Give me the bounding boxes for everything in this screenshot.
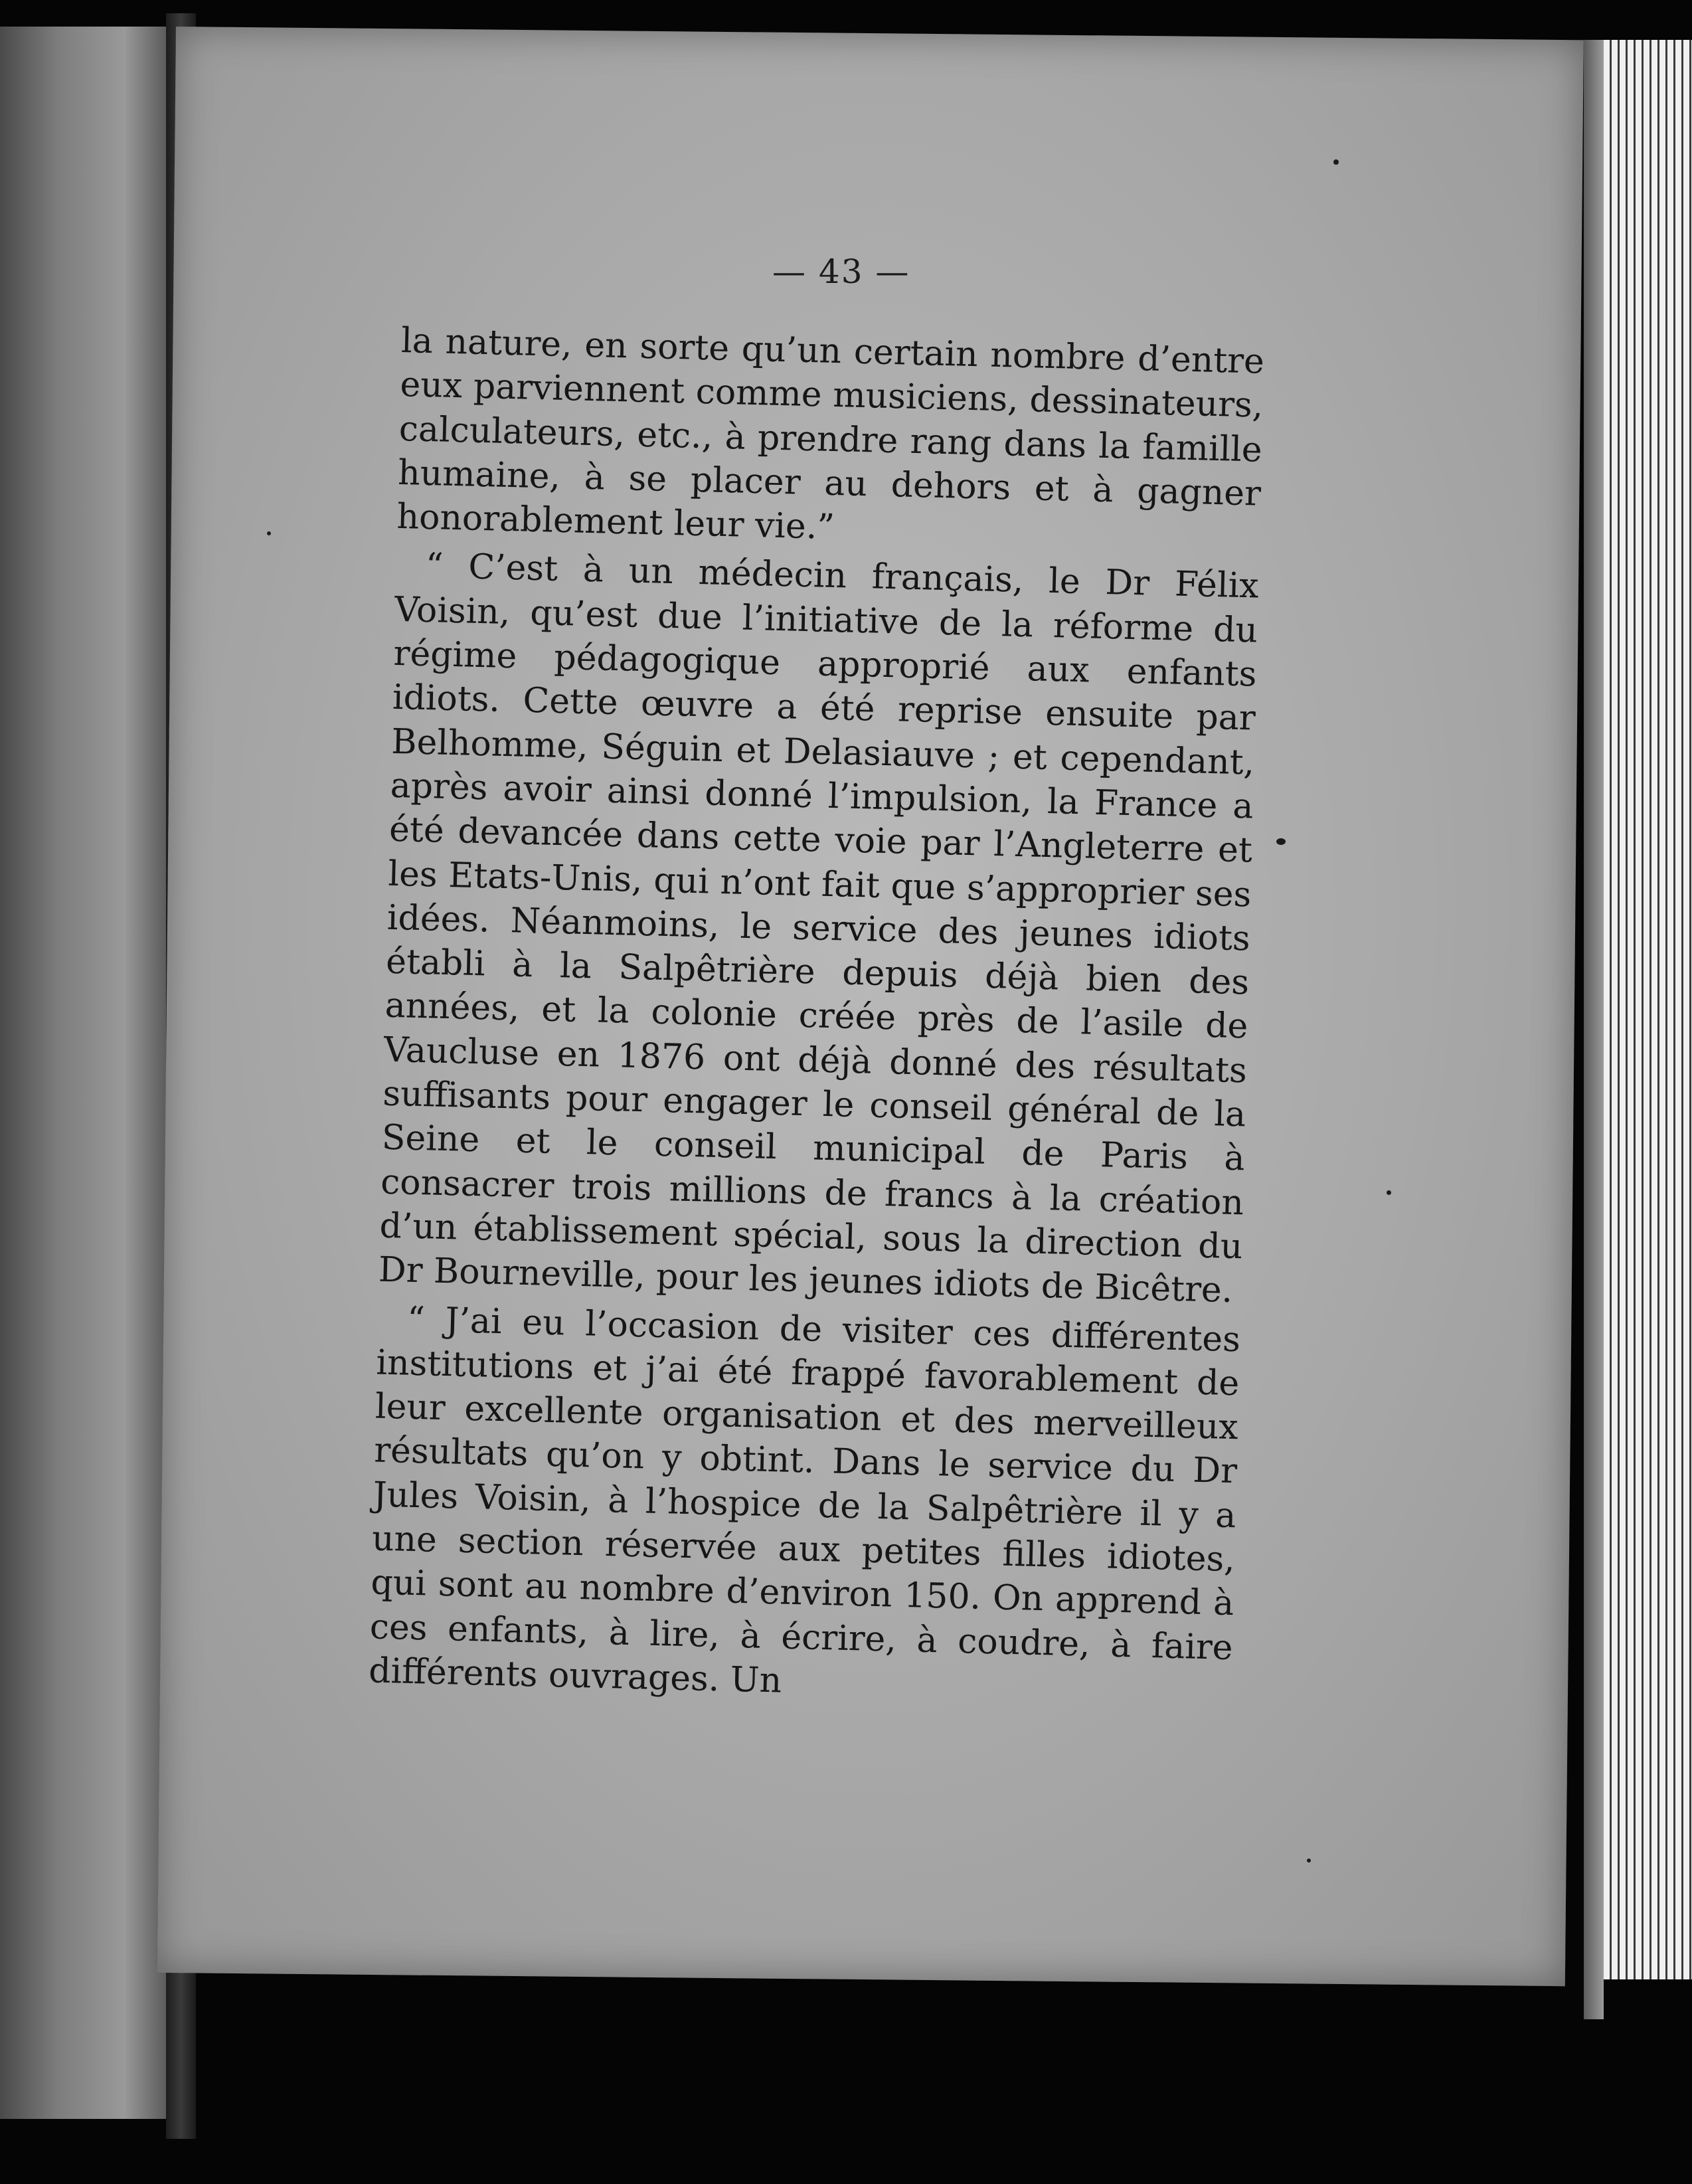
print-speck bbox=[1276, 838, 1286, 845]
print-speck bbox=[1387, 1190, 1391, 1195]
print-speck bbox=[267, 531, 271, 535]
page-right-edge bbox=[1584, 40, 1604, 2019]
paragraph-felix-voisin: “ C’est à un médecin français, le Dr Félix Voisin, qu’est due l’initiative de la réforme du régime pédagogique approprié aux enfants idiots. Cette œuvre a été reprise ensuite par Belhomme, Séguin et Delasiauve ; et cependant, après avoir ainsi donné l’impulsion, la France a été devancée dans cette voie par l’Angleterre et les Etats-Unis, qui n’ont fait que s’approprier ses idées. Néanmoins, le service des jeunes idiots établi à la Salpêtrière depuis déjà bien des années, et la colonie créée près de l’asile de Vaucluse en 1876 ont déjà donné des résultats suffisants pour engager le conseil général de la Seine et le conseil municipal de Paris à consacrer trois millions de francs à la création d’un établissement spécial, sous la direction du Dr Bourneville, pour les jeunes idiots de Bicêtre. bbox=[378, 546, 1260, 1311]
print-speck bbox=[1333, 159, 1339, 165]
paragraph-continuation: la nature, en sorte qu’un certain nombre d’entre eux parviennent comme musiciens, dessinateurs, calculateurs, etc., à prendre rang dans la famille humaine, à se placer au dehors et à gagner honorablement leur vie.” bbox=[396, 320, 1265, 548]
facing-page-edge bbox=[0, 27, 166, 2119]
page-stack-edge bbox=[1604, 40, 1692, 1979]
page-number: — 43 — bbox=[772, 252, 910, 291]
body-text bbox=[368, 319, 1264, 1714]
print-speck bbox=[1307, 1859, 1311, 1863]
paragraph-visite-institutions: “ J’ai eu l’occasion de visiter ces différentes institutions et j’ai été frappé favorablement de leur excellente organisation et des merveilleux résultats qu’on y obtint. Dans le service du Dr Jules Voisin, à l’hospice de la Salpêtrière il y a une section réservée aux petites filles idiotes, qui sont au nombre d’environ 150. On apprend à ces enfants, à lire, à écrire, à coudre, à faire différents ouvrages. Un bbox=[368, 1299, 1241, 1701]
